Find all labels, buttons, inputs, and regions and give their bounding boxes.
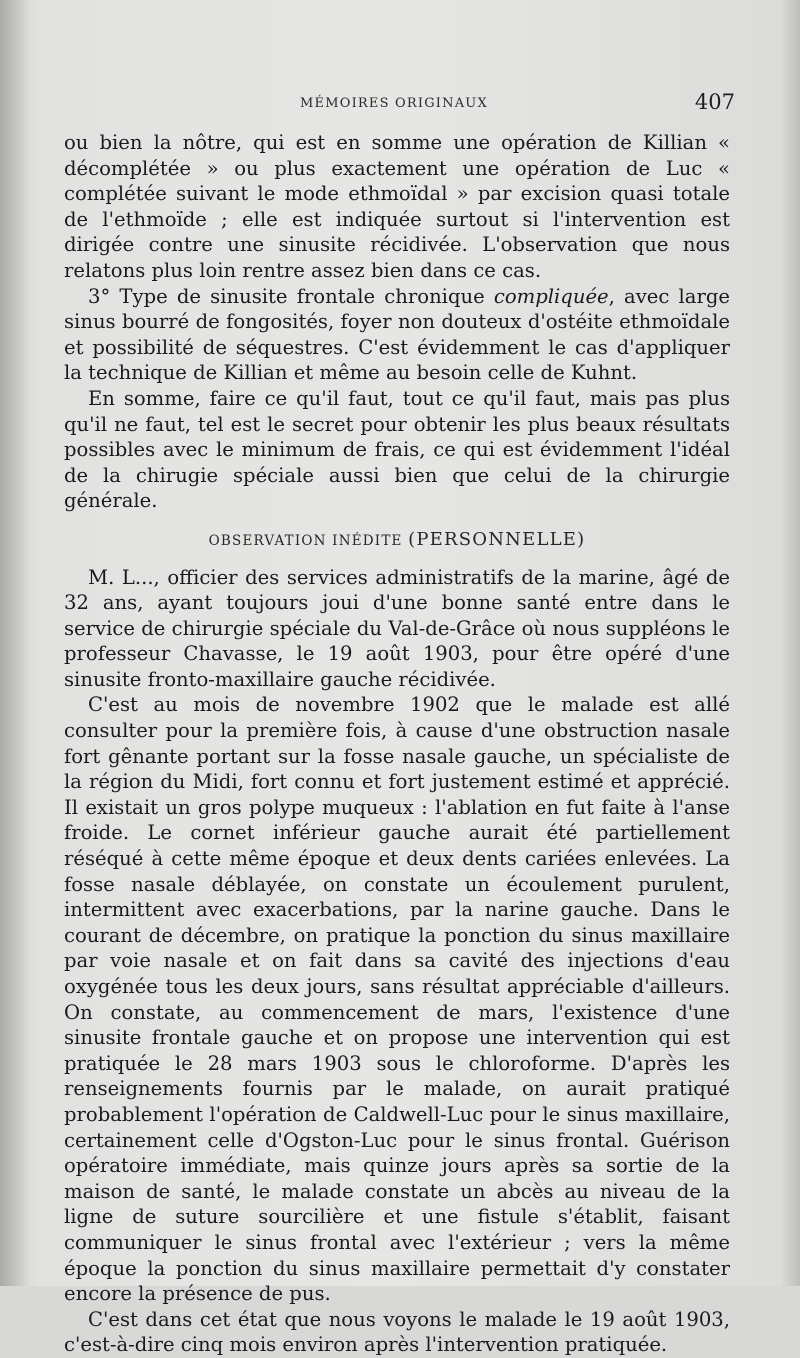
paragraph-history: C'est au mois de novembre 1902 que le malade est allé consulter pour la première fois, à cause d'une obstruction nasale fort gênante portant sur la fosse nasale gauche, un spécialiste de la région du Midi, fort connu et fort justement estimé et apprécié. Il existait un gros polype muqueux : l'ablation en fut faite à l'anse froide. Le cornet inférieur gauche aurait été partiellement réséqué à cette même époque et deux dents cariées enlevées. La fosse nasale déblayée, on constate un écoulement purulent, intermittent avec exacerbations, par la narine gauche. Dans le courant de décembre, on pratique la ponction du sinus maxillaire par voie nasale et on fait dans sa cavité des injections d'eau oxygénée tous les deux jours, sans résultat appréciable d'ailleurs. On constate, au commencement de mars, l'existence d'une sinusite frontale gauche et on propose une intervention qui est pratiquée le 28 mars 1903 sous le chloroforme. D'après les renseignements fournis par le malade, on aurait pratiqué probablement l'opération de Caldwell-Luc pour le sinus maxillaire, certainement celle d'Ogston-Luc pour le sinus frontal. Guérison opératoire immédiate, mais quinze jours après sa sortie de la maison de santé, le malade constate un abcès au niveau de la ligne de suture sourcilière et une fistule s'établit, faisant communiquer le sinus frontal avec l'extérieur ; vers la même époque la ponction du sinus maxillaire permettait d'y constater encore la présence de pus.: [64, 693, 730, 1306]
section-title: [64, 527, 730, 555]
binding-shadow: [0, 0, 30, 1286]
running-head: MÉMOIRES ORIGINAUX: [300, 96, 488, 111]
paragraph-current-state: C'est dans cet état que nous voyons le malade le 19 août 1903, c'est-à-dire cinq mois environ après l'intervention pratiquée.: [64, 1307, 730, 1357]
body-text: [64, 130, 730, 1358]
section-title-main: OBSERVATION INÉDITE: [208, 532, 409, 549]
emphasis-compliquee: compliquée: [493, 284, 609, 308]
paragraph-continuation: ou bien la nôtre, qui est en somme une opération de Killian « décomplétée » ou plus exactement une opération de Luc « complétée suivant le mode ethmoïdal » par excision quasi totale de l'ethmoïde ; elle est indiquée surtout si l'intervention est dirigée contre une sinusite récidivée. L'observation que nous relatons plus loin rentre assez bien dans ce cas.: [64, 131, 730, 282]
page-header: [62, 90, 737, 120]
paragraph-type-3-start: 3° Type de sinusite frontale chronique: [88, 284, 494, 308]
paragraph-type-3: [64, 284, 730, 386]
paragraph-patient-intro: M. L..., officier des services administratifs de la marine, âgé de 32 ans, ayant toujours joui d'une bonne santé entre dans le service de chirurgie spéciale du Val-de-Grâce où nous suppléons le professeur Chavasse, le 19 août 1903, pour être opéré d'une sinusite fronto-maxillaire gauche récidivée.: [64, 565, 730, 691]
paragraph-en-somme: En somme, faire ce qu'il faut, tout ce qu'il faut, mais pas plus qu'il ne faut, tel est le secret pour obtenir les plus beaux résultats possibles avec le minimum de frais, ce qui est évidemment l'idéal de la chirugie spéciale aussi bien que celui de la chirurgie générale.: [64, 386, 730, 513]
page-number: 407: [694, 90, 735, 114]
paragraph-type-3-end: , avec large sinus bourré de fongosités, foyer non douteux d'ostéite ethmoïdale et possibilité de séquestres. C'est évidemment le cas d'appliquer la technique de Killian et même au besoin celle de Kuhnt.: [64, 284, 730, 385]
section-title-paren: (PERSONNELLE): [408, 528, 586, 550]
